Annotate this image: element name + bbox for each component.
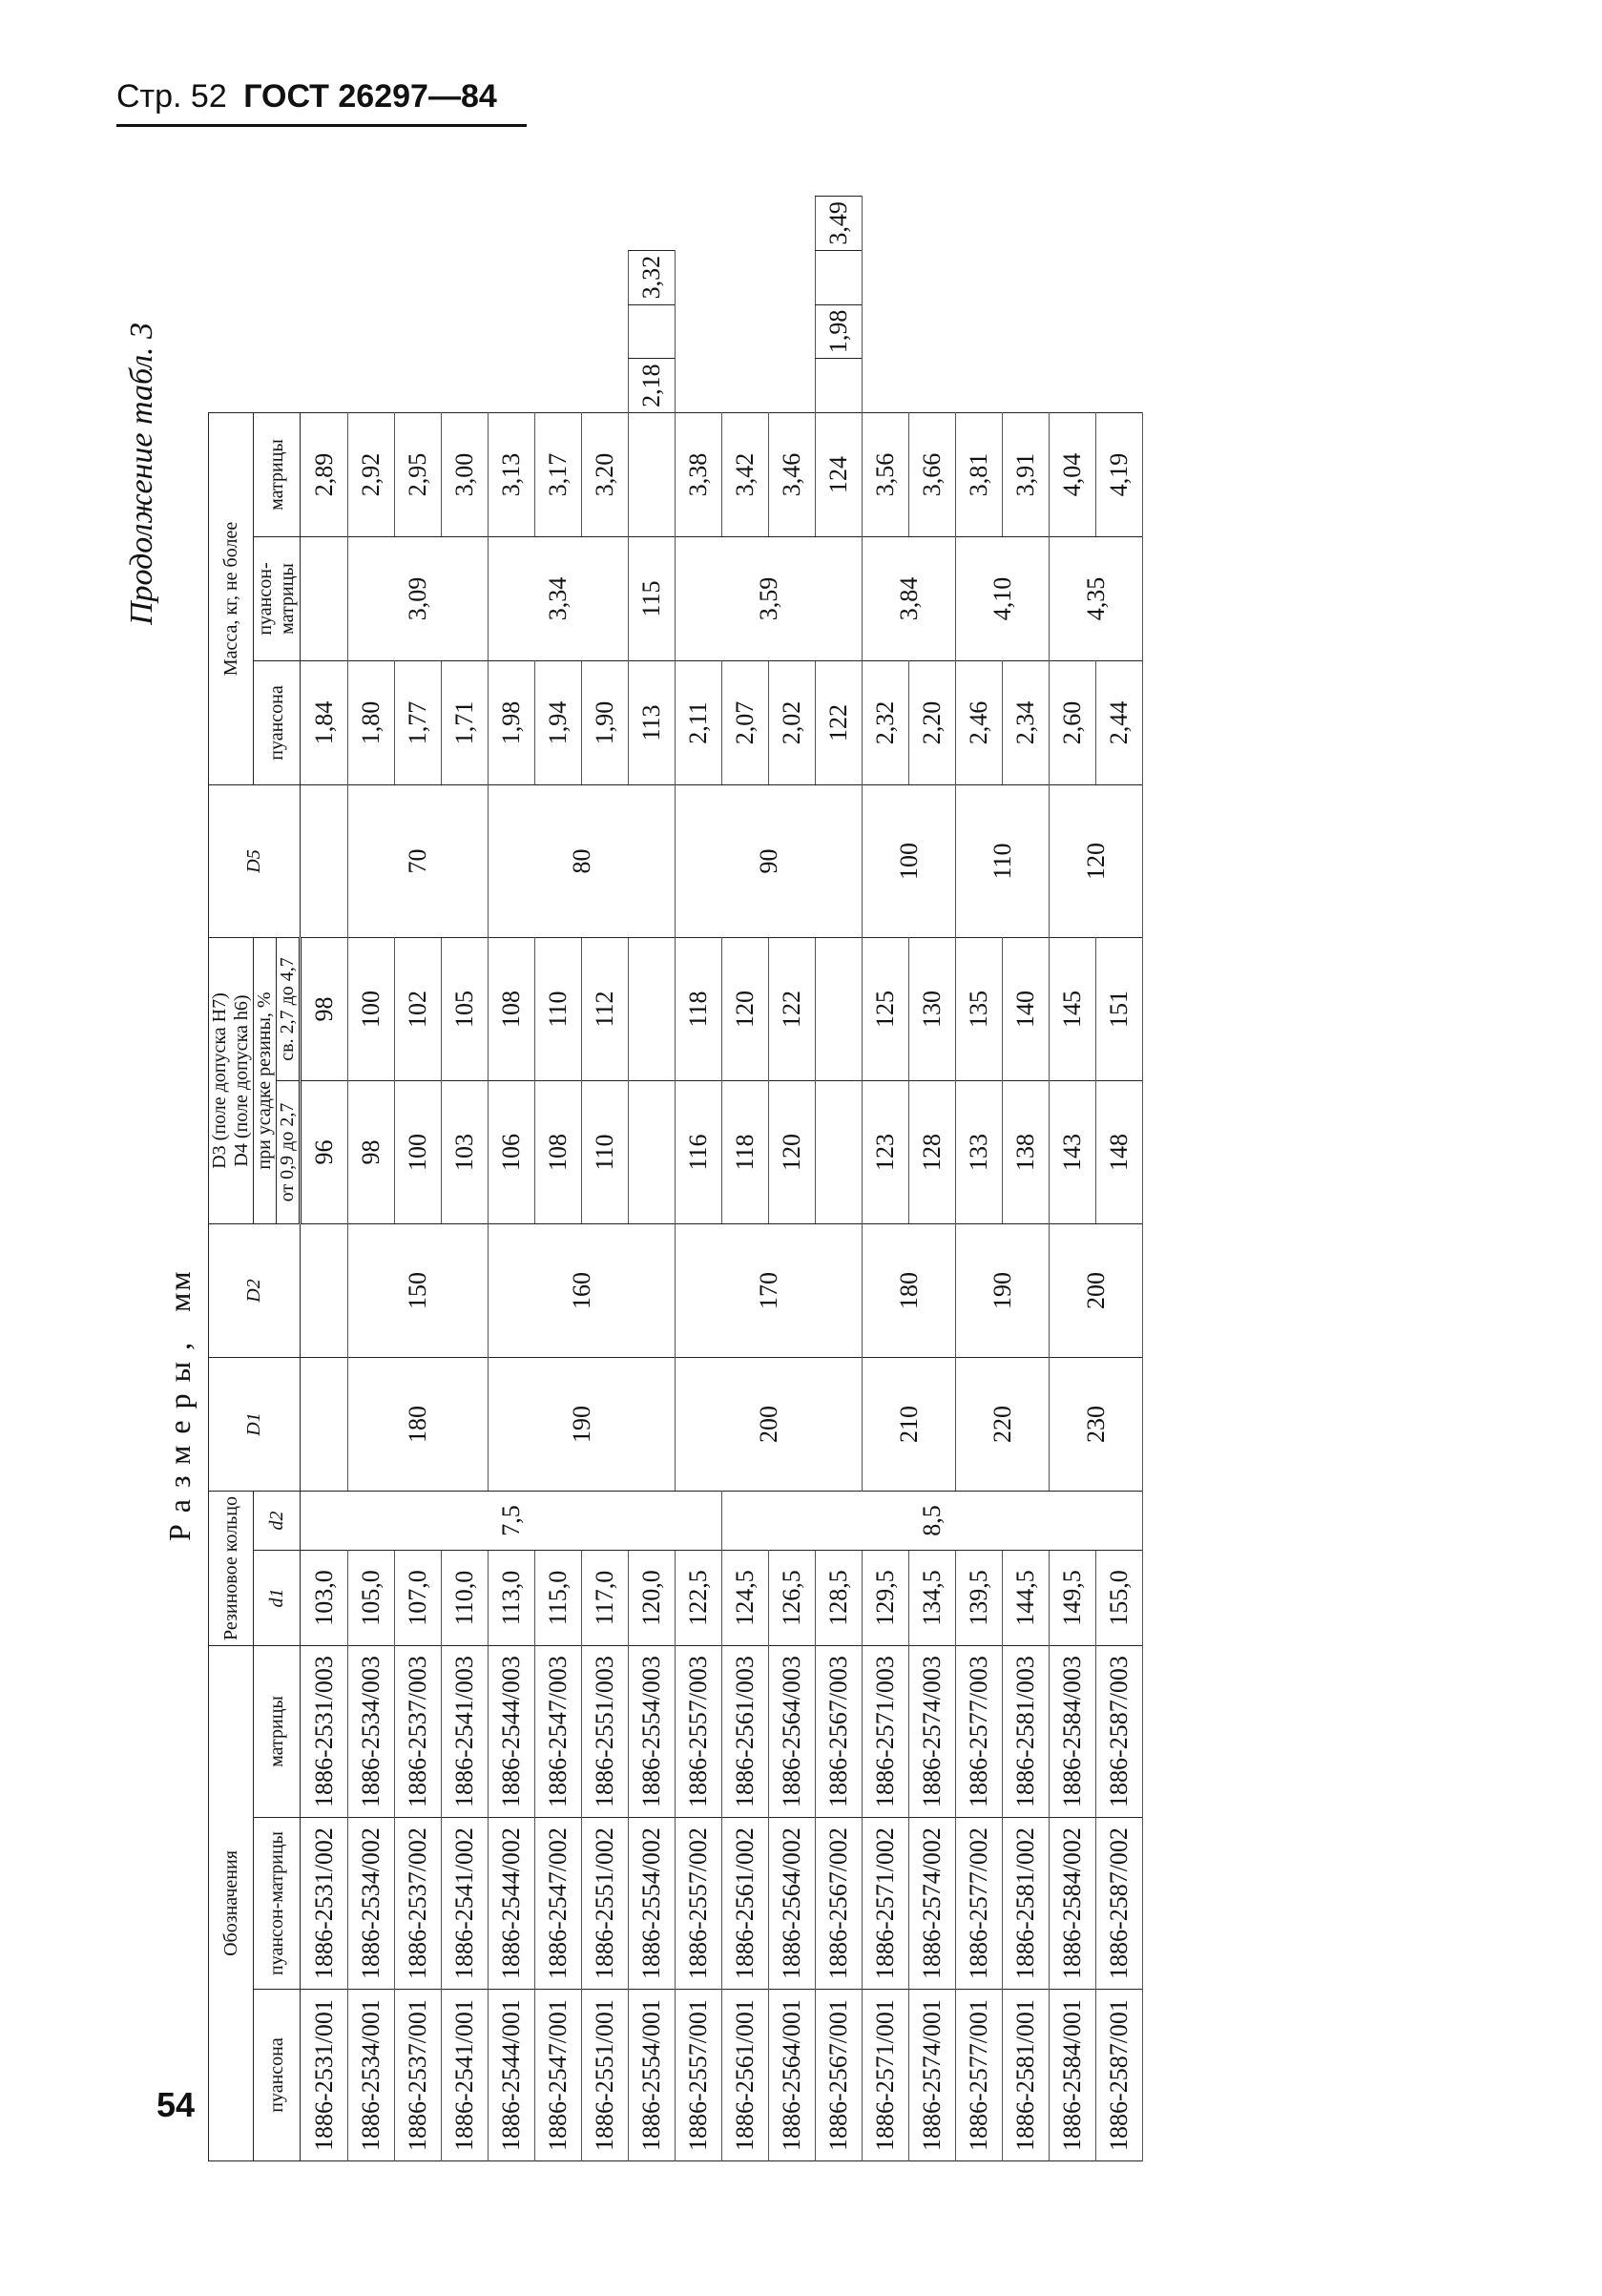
page-number: 54 — [156, 2085, 196, 2124]
D1-value: 180 — [348, 1358, 489, 1492]
D2-value: 160 — [489, 1224, 676, 1358]
D3-D4-over: 125 — [863, 938, 909, 1081]
page-header — [116, 78, 497, 115]
mass-punch: 1,84 — [301, 661, 348, 785]
die-designation: 1886-2557/003 — [676, 1646, 722, 1818]
die-designation: 1886-2584/003 — [1050, 1646, 1096, 1818]
D5-value: 100 — [863, 785, 956, 938]
table-row — [1003, 197, 1050, 2161]
ring-d1: 110,0 — [442, 1551, 489, 1646]
table-row — [348, 197, 395, 2161]
sizes-unit: мм — [162, 1269, 197, 1312]
die-designation: 1886-2531/003 — [301, 1646, 348, 1818]
mass-punch: 2,11 — [676, 661, 722, 785]
D1-cell — [816, 1081, 863, 1224]
mass-die: 3,00 — [442, 412, 489, 536]
header-d2: d2 — [254, 1492, 301, 1551]
header-rule — [116, 124, 527, 127]
table-row — [863, 197, 909, 2161]
header-mass-punch: пуансона — [254, 661, 301, 785]
D3-D4-over: 115 — [629, 537, 676, 661]
table-row — [956, 197, 1003, 2161]
ring-d1: 117,0 — [582, 1551, 629, 1646]
die-designation: 1886-2561/003 — [722, 1646, 769, 1818]
die-designation: 1886-2554/003 — [629, 1646, 676, 1818]
punch-designation: 1886-2574/001 — [909, 1990, 956, 2161]
table-row — [442, 197, 489, 2161]
mass-punch: 1,71 — [442, 661, 489, 785]
ring-d1: 149,5 — [1050, 1551, 1096, 1646]
D5-cell — [816, 359, 863, 413]
punch-designation: 1886-2541/001 — [442, 1990, 489, 2161]
punch-die-designation: 1886-2564/002 — [769, 1818, 816, 1990]
table-row — [629, 197, 676, 2161]
D3-D4-from: 122 — [816, 661, 863, 785]
table-head — [209, 197, 301, 2161]
mass-die: 4,19 — [1096, 412, 1143, 536]
punch-designation: 1886-2547/001 — [535, 1990, 582, 2161]
table-row — [489, 197, 535, 2161]
die-designation: 1886-2577/003 — [956, 1646, 1003, 1818]
dimensions-table — [208, 196, 1143, 2161]
mass-die: 2,92 — [348, 412, 395, 536]
die-designation: 1886-2541/003 — [442, 1646, 489, 1818]
sizes-title-text: Размеры, — [162, 1330, 197, 1541]
die-designation: 1886-2567/003 — [816, 1646, 863, 1818]
punch-designation: 1886-2571/001 — [863, 1990, 909, 2161]
die-designation: 1886-2551/003 — [582, 1646, 629, 1818]
mass-die: 3,38 — [676, 412, 722, 536]
ring-d1: 126,5 — [769, 1551, 816, 1646]
ring-d2: 8,5 — [722, 1492, 1143, 1551]
D5-value: 110 — [956, 785, 1050, 938]
header-ring: Резиновое кольцо — [209, 1492, 254, 1646]
D3-D4-over: 120 — [722, 938, 769, 1081]
mass-punch: 1,98 — [816, 304, 863, 359]
die-designation: 1886-2581/003 — [1003, 1646, 1050, 1818]
D1-value: 230 — [1050, 1358, 1143, 1492]
mass-punch: 2,07 — [722, 661, 769, 785]
D3-D4-from: 148 — [1096, 1081, 1143, 1224]
ring-d1: 103,0 — [301, 1551, 348, 1646]
D3-D4-over: 108 — [489, 938, 535, 1081]
D2-cell — [629, 938, 676, 1081]
mass-punch-die-cell — [629, 304, 676, 359]
ring-d1: 124,5 — [722, 1551, 769, 1646]
mass-punch-die: 3,34 — [489, 537, 629, 661]
punch-die-designation: 1886-2567/002 — [816, 1818, 863, 1990]
punch-designation: 1886-2557/001 — [676, 1990, 722, 2161]
D3-D4-over: 112 — [582, 938, 629, 1081]
ring-d1: 115,0 — [535, 1551, 582, 1646]
ring-d1: 144,5 — [1003, 1551, 1050, 1646]
mass-punch: 2,34 — [1003, 661, 1050, 785]
table-row — [769, 197, 816, 2161]
die-designation: 1886-2571/003 — [863, 1646, 909, 1818]
mass-die: 3,46 — [769, 412, 816, 536]
D5-value: 80 — [489, 785, 676, 938]
punch-die-designation: 1886-2571/002 — [863, 1818, 909, 1990]
header-shrink-from: от 0,9 до 2,7 — [277, 1081, 301, 1224]
D3-D4-from: 110 — [582, 1081, 629, 1224]
mass-punch: 1,98 — [489, 661, 535, 785]
mass-punch-die: 4,35 — [1050, 537, 1143, 661]
mass-punch: 2,18 — [629, 359, 676, 413]
punch-die-designation: 1886-2537/002 — [395, 1818, 442, 1990]
D3-D4-from: 100 — [395, 1081, 442, 1224]
die-designation: 1886-2547/003 — [535, 1646, 582, 1818]
D5-value: 120 — [1050, 785, 1143, 938]
ring-d1: 120,0 — [629, 1551, 676, 1646]
D3-D4-over: 105 — [442, 938, 489, 1081]
mass-punch: 2,02 — [769, 661, 816, 785]
D3-D4-over: 130 — [909, 938, 956, 1081]
D3-D4-from: 96 — [301, 1081, 348, 1224]
header-D5: D5 — [209, 785, 301, 938]
D3-D4-over: 151 — [1096, 938, 1143, 1081]
punch-die-designation: 1886-2574/002 — [909, 1818, 956, 1990]
header-D3: D3 (поле допуска H7) — [209, 992, 230, 1169]
D2-value: 150 — [348, 1224, 489, 1358]
ring-d1: 128,5 — [816, 1551, 863, 1646]
punch-die-designation: 1886-2541/002 — [442, 1818, 489, 1990]
header-punch: пуансона — [254, 1990, 301, 2161]
punch-die-designation: 1886-2551/002 — [582, 1818, 629, 1990]
mass-punch: 2,32 — [863, 661, 909, 785]
D2-value: 200 — [1050, 1224, 1143, 1358]
D3-D4-over: 122 — [769, 938, 816, 1081]
mass-punch-die: 3,59 — [676, 537, 863, 661]
mass-die: 3,42 — [722, 412, 769, 536]
header-D3-D4 — [209, 938, 254, 1224]
table-row — [535, 197, 582, 2161]
table-row — [816, 197, 863, 2161]
mass-die: 2,89 — [301, 412, 348, 536]
D3-D4-over: 145 — [1050, 938, 1096, 1081]
mass-punch: 1,80 — [348, 661, 395, 785]
mass-die: 3,20 — [582, 412, 629, 536]
punch-designation: 1886-2554/001 — [629, 1990, 676, 2161]
D1-value: 200 — [676, 1358, 863, 1492]
punch-die-designation: 1886-2577/002 — [956, 1818, 1003, 1990]
D3-D4-from: 138 — [1003, 1081, 1050, 1224]
D1-cell — [301, 1358, 348, 1492]
ring-d1: 107,0 — [395, 1551, 442, 1646]
table-row — [1096, 197, 1143, 2161]
D3-D4-from: 143 — [1050, 1081, 1096, 1224]
die-designation: 1886-2587/003 — [1096, 1646, 1143, 1818]
D3-D4-over: 98 — [301, 938, 348, 1081]
D1-value: 210 — [863, 1358, 956, 1492]
header-die: матрицы — [254, 1646, 301, 1818]
mass-die: 2,95 — [395, 412, 442, 536]
header-D2: D2 — [209, 1224, 301, 1358]
D5-value: 70 — [348, 785, 489, 938]
D3-D4-from: 123 — [863, 1081, 909, 1224]
mass-die: 3,49 — [816, 197, 863, 251]
D3-D4-from: 106 — [489, 1081, 535, 1224]
mass-die: 3,17 — [535, 412, 582, 536]
mass-punch-die-cell — [816, 250, 863, 304]
table-row — [676, 197, 722, 2161]
ring-d1: 129,5 — [863, 1551, 909, 1646]
table-row — [582, 197, 629, 2161]
punch-die-designation: 1886-2561/002 — [722, 1818, 769, 1990]
D3-D4-from: 103 — [442, 1081, 489, 1224]
punch-die-designation: 1886-2547/002 — [535, 1818, 582, 1990]
punch-die-designation: 1886-2531/002 — [301, 1818, 348, 1990]
punch-die-designation: 1886-2581/002 — [1003, 1818, 1050, 1990]
header-mass-punch-die: пуансон-матрицы — [254, 537, 301, 661]
die-designation: 1886-2564/003 — [769, 1646, 816, 1818]
D3-D4-from: 98 — [348, 1081, 395, 1224]
mass-die: 3,91 — [1003, 412, 1050, 536]
D3-D4-from: 120 — [769, 1081, 816, 1224]
D3-D4-from: 128 — [909, 1081, 956, 1224]
header-punch-die: пуансон-матрицы — [254, 1818, 301, 1990]
D3-D4-over: 140 — [1003, 938, 1050, 1081]
header-shrinkage: при усадке резины, % — [254, 938, 277, 1224]
D1-value: 190 — [489, 1358, 676, 1492]
D1-value: 220 — [956, 1358, 1050, 1492]
punch-designation: 1886-2577/001 — [956, 1990, 1003, 2161]
punch-designation: 1886-2584/001 — [1050, 1990, 1096, 2161]
D3-D4-over: 110 — [535, 938, 582, 1081]
D3-D4-over: 100 — [348, 938, 395, 1081]
D3-D4-over: 124 — [816, 412, 863, 536]
table-row — [1050, 197, 1096, 2161]
ring-d1: 105,0 — [348, 1551, 395, 1646]
sizes-title — [162, 1269, 198, 1541]
header-d1: d1 — [254, 1551, 301, 1646]
punch-designation: 1886-2534/001 — [348, 1990, 395, 2161]
mass-die: 3,32 — [629, 250, 676, 304]
D2-value: 170 — [676, 1224, 863, 1358]
D1-cell — [629, 1081, 676, 1224]
ring-d1: 139,5 — [956, 1551, 1003, 1646]
mass-die: 3,56 — [863, 412, 909, 536]
punch-designation: 1886-2551/001 — [582, 1990, 629, 2161]
ring-d2: 7,5 — [301, 1492, 722, 1551]
header-mass-die: матрицы — [254, 412, 301, 536]
mass-punch: 2,46 — [956, 661, 1003, 785]
header-mass: Масса, кг, не более — [209, 412, 254, 784]
mass-punch: 1,77 — [395, 661, 442, 785]
D2-value: 180 — [863, 1224, 956, 1358]
D3-D4-over: 118 — [676, 938, 722, 1081]
punch-designation: 1886-2587/001 — [1096, 1990, 1143, 2161]
table-row — [395, 197, 442, 2161]
punch-designation: 1886-2564/001 — [769, 1990, 816, 2161]
continuation-caption: Продолжение табл. 3 — [124, 322, 159, 625]
die-designation: 1886-2574/003 — [909, 1646, 956, 1818]
ring-d1: 113,0 — [489, 1551, 535, 1646]
header-D4: D4 (поле допуска h6) — [231, 994, 252, 1167]
header-oboznacheniya: Обозначения — [209, 1646, 254, 2161]
D3-D4-from: 108 — [535, 1081, 582, 1224]
punch-die-designation: 1886-2544/002 — [489, 1818, 535, 1990]
mass-punch-die: 3,84 — [863, 537, 956, 661]
header-shrink-over: св. 2,7 до 4,7 — [277, 938, 301, 1081]
punch-designation: 1886-2531/001 — [301, 1990, 348, 2161]
page-ref: Стр. 52 — [116, 78, 227, 115]
D2-cell — [816, 938, 863, 1081]
die-designation: 1886-2537/003 — [395, 1646, 442, 1818]
punch-die-designation: 1886-2557/002 — [676, 1818, 722, 1990]
punch-die-designation: 1886-2587/002 — [1096, 1818, 1143, 1990]
ring-d1: 134,5 — [909, 1551, 956, 1646]
D3-D4-over: 135 — [956, 938, 1003, 1081]
D3-D4-over: 102 — [395, 938, 442, 1081]
punch-designation: 1886-2567/001 — [816, 1990, 863, 2161]
mass-punch: 2,60 — [1050, 661, 1096, 785]
table-body — [301, 197, 1143, 2161]
D5-value: 90 — [676, 785, 863, 938]
D2-value: 190 — [956, 1224, 1050, 1358]
D3-D4-from: 118 — [722, 1081, 769, 1224]
D5-cell — [301, 785, 348, 938]
mass-punch: 1,90 — [582, 661, 629, 785]
D3-D4-from: 116 — [676, 1081, 722, 1224]
punch-designation: 1886-2561/001 — [722, 1990, 769, 2161]
mass-punch-die: 3,09 — [348, 537, 489, 661]
die-designation: 1886-2534/003 — [348, 1646, 395, 1818]
punch-die-designation: 1886-2534/002 — [348, 1818, 395, 1990]
punch-die-designation: 1886-2554/002 — [629, 1818, 676, 1990]
punch-designation: 1886-2537/001 — [395, 1990, 442, 2161]
mass-die: 3,13 — [489, 412, 535, 536]
mass-die: 3,81 — [956, 412, 1003, 536]
mass-die: 4,04 — [1050, 412, 1096, 536]
table-row — [301, 197, 348, 2161]
mass-punch: 2,44 — [1096, 661, 1143, 785]
punch-designation: 1886-2581/001 — [1003, 1990, 1050, 2161]
die-designation: 1886-2544/003 — [489, 1646, 535, 1818]
mass-punch-die-cell — [301, 537, 348, 661]
D3-D4-from: 113 — [629, 661, 676, 785]
ring-d1: 155,0 — [1096, 1551, 1143, 1646]
punch-designation: 1886-2544/001 — [489, 1990, 535, 2161]
mass-die: 3,66 — [909, 412, 956, 536]
rotated-table-block — [124, 186, 1384, 2171]
punch-die-designation: 1886-2584/002 — [1050, 1818, 1096, 1990]
mass-punch: 1,94 — [535, 661, 582, 785]
header-D1: D1 — [209, 1358, 301, 1492]
ring-d1: 122,5 — [676, 1551, 722, 1646]
mass-punch: 2,20 — [909, 661, 956, 785]
table-row — [909, 197, 956, 2161]
mass-punch-die: 4,10 — [956, 537, 1050, 661]
D2-cell — [301, 1224, 348, 1358]
table-row — [722, 197, 769, 2161]
standard-number: ГОСТ 26297—84 — [243, 78, 497, 115]
D5-cell — [629, 412, 676, 536]
D3-D4-from: 133 — [956, 1081, 1003, 1224]
